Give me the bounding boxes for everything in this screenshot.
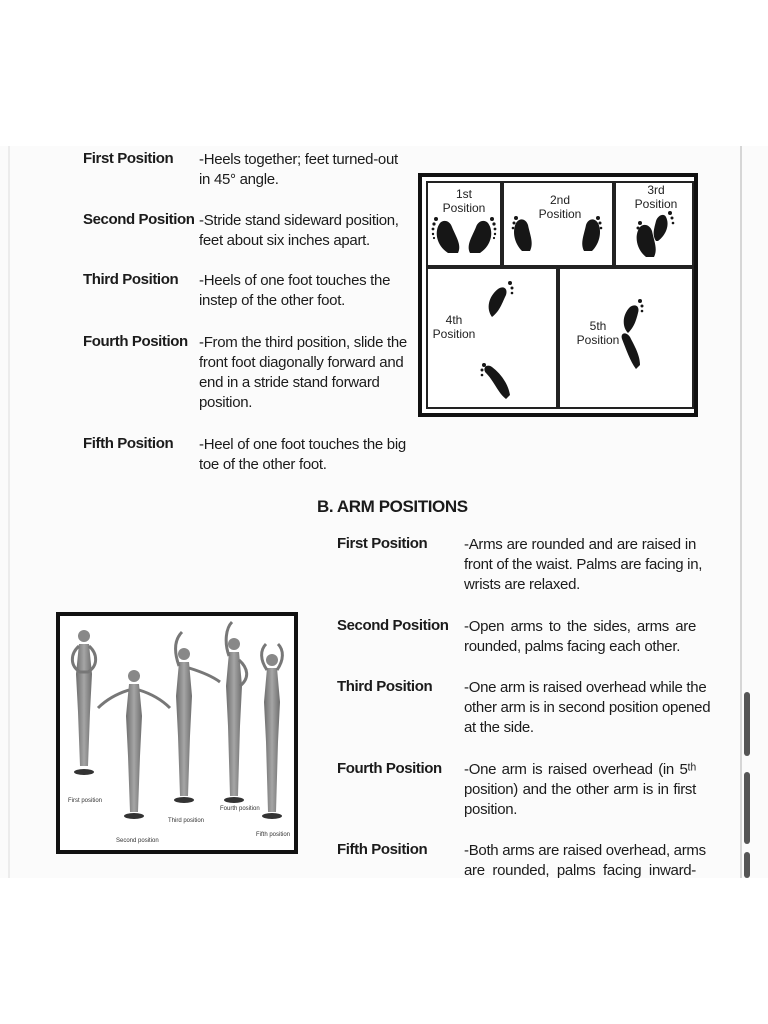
fifth-position-feet-icon	[560, 269, 692, 407]
arm-third-desc: -One arm is raised overhead while the other arm is in second position opened at the side.	[464, 679, 711, 736]
feet-cell-3rd	[614, 181, 694, 267]
arm-positions-figure	[56, 612, 298, 854]
feet-cell-4th	[426, 267, 558, 409]
first-position-feet-icon	[428, 183, 500, 265]
arm-caption-third: Third position	[168, 818, 205, 824]
arm-caption-fourth: Fourth position	[220, 806, 260, 812]
dancer-fourth-position-icon	[224, 622, 247, 803]
fourth-position-feet-icon	[428, 269, 556, 407]
arm-third-label: Third Position	[337, 678, 433, 695]
feet-third-desc: -Heels of one foot touches the instep of the other foot.	[199, 272, 391, 309]
arm-caption-second: Second position	[116, 838, 159, 844]
feet-fourth-desc: -From the third position, slide the front foot diagonally forward and end in a stride stand forward position.	[199, 334, 407, 411]
feet-second-label: Second Position	[83, 211, 195, 228]
page-right-edge	[740, 146, 742, 878]
arm-fifth-label: Fifth Position	[337, 841, 428, 858]
scrollbar-thumb-upper[interactable]	[744, 692, 750, 756]
feet-caption-2nd: 2nd Position	[538, 193, 582, 221]
dancer-first-position-icon	[72, 630, 95, 775]
third-position-feet-icon	[616, 183, 692, 265]
dancer-third-position-icon	[174, 632, 220, 803]
scrollbar-thumb-lower[interactable]	[744, 772, 750, 844]
dancer-fifth-position-icon	[262, 644, 283, 819]
arm-caption-fifth: Fifth position	[256, 832, 291, 838]
feet-fifth-desc: -Heel of one foot touches the big toe of the other foot.	[199, 436, 406, 473]
feet-caption-5th: 5th Position	[576, 319, 620, 347]
arm-section-title: B. ARM POSITIONS	[317, 497, 468, 516]
feet-caption-4th: 4th Position	[432, 313, 476, 341]
feet-cell-1st	[426, 181, 502, 267]
second-position-feet-icon	[504, 183, 612, 265]
arm-fourth-label: Fourth Position	[337, 760, 442, 777]
feet-fifth-label: Fifth Position	[83, 435, 174, 452]
dancer-second-position-icon	[98, 670, 170, 819]
feet-positions-figure	[418, 173, 698, 417]
dancers-illustration	[60, 616, 294, 850]
feet-cell-5th	[558, 267, 694, 409]
feet-second-desc: -Stride stand sideward position, feet about six inches apart.	[199, 212, 399, 249]
feet-first-label: First Position	[83, 150, 174, 167]
feet-first-desc: -Heels together; feet turned-out in 45° angle.	[199, 151, 398, 188]
feet-third-label: Third Position	[83, 271, 179, 288]
feet-caption-3rd: 3rd Position	[634, 183, 678, 211]
feet-caption-1st: 1st Position	[442, 187, 486, 215]
page-left-edge	[8, 146, 10, 878]
feet-cell-2nd	[502, 181, 614, 267]
arm-first-desc: -Arms are rounded and are raised in front of the waist. Palms are facing in, wrists are relaxed.	[464, 536, 703, 593]
arm-fourth-desc: -One arm is raised overhead (in 5ᵗʰ position) and the other arm is in first position.	[464, 761, 696, 818]
arm-caption-first: First position	[68, 798, 103, 804]
document-page	[0, 146, 768, 878]
arm-first-label: First Position	[337, 535, 428, 552]
arm-second-desc: -Open arms to the sides, arms are rounded, palms facing each other.	[464, 618, 696, 655]
arm-fifth-desc: -Both arms are raised overhead, arms are rounded, palms facing inward-	[464, 842, 706, 878]
scrollbar-thumb-tail[interactable]	[744, 852, 750, 878]
arm-second-label: Second Position	[337, 617, 449, 634]
feet-fourth-label: Fourth Position	[83, 333, 188, 350]
